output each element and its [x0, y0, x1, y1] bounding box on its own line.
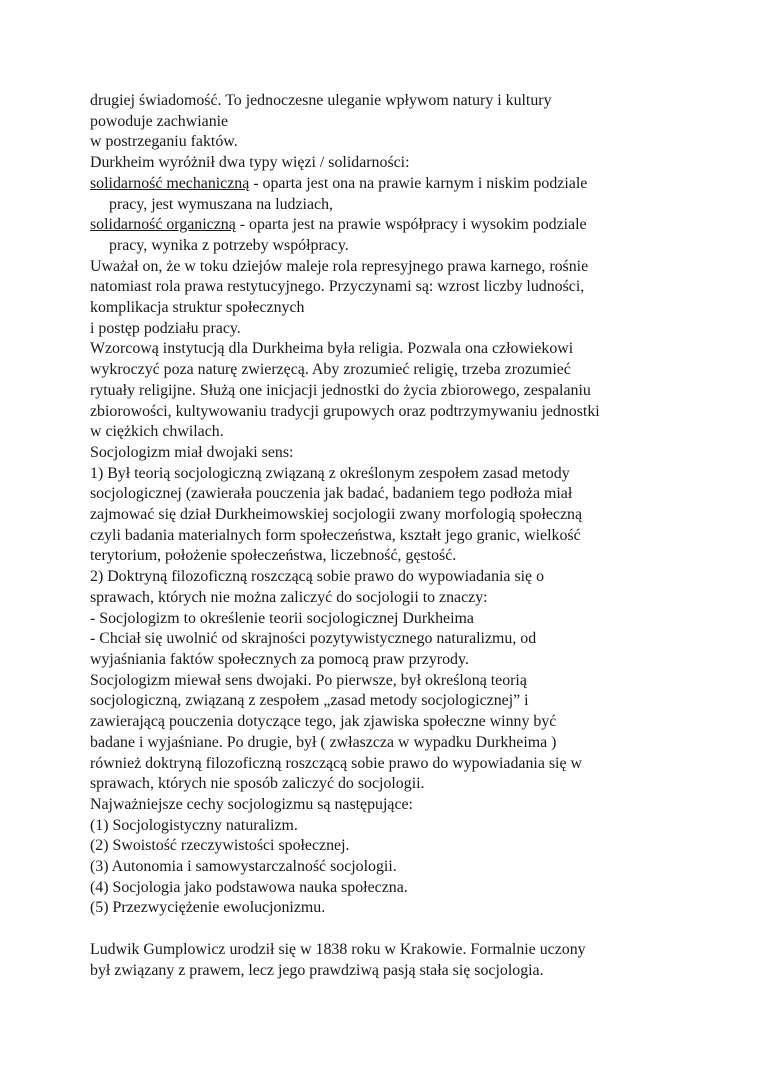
text-line: był związany z prawem, lecz jego prawdziwą pasją stała się socjologia.	[90, 961, 544, 979]
text-line: czyli badania materialnych form społeczeństwa, kształt jego granic, wielkość	[90, 526, 581, 544]
text-line: powoduje zachwianie	[90, 112, 229, 130]
paragraph-gap	[90, 919, 680, 940]
text-line: zajmować się dział Durkheimowskiej socjologii zwany morfologią społeczną	[90, 506, 583, 524]
text-line: pracy, jest wymuszana na ludziach,	[109, 195, 333, 213]
document-body	[90, 91, 680, 981]
text-line	[90, 215, 680, 236]
text-line: sprawach, których nie można zaliczyć do socjologii to znaczy:	[90, 588, 488, 606]
text-line: Uważał on, że w toku dziejów maleje rola represyjnego prawa karnego, rośnie	[90, 257, 589, 275]
term-mechanical-solidarity: solidarność mechaniczną	[90, 174, 250, 192]
text-fragment: - oparta jest na prawie współpracy i wysokim podziale	[235, 216, 587, 234]
text-line: w ciężkich chwilach.	[90, 423, 224, 441]
text-fragment: - oparta jest ona na prawie karnym i niskim podziale	[249, 174, 588, 192]
text-line: Socjologizm miał dwojaki sens:	[90, 443, 294, 461]
text-line: sprawach, których nie sposób zaliczyć do socjologii.	[90, 775, 425, 793]
text-line: Wzorcową instytucją dla Durkheima była religia. Pozwala ona człowiekowi	[90, 340, 574, 358]
text-line: zbiorowości, kultywowaniu tradycji grupowych oraz podtrzymywaniu jednostki	[90, 402, 600, 420]
text-line: w postrzeganiu faktów.	[90, 133, 238, 151]
text-line: 2) Doktryną filozoficzną roszczącą sobie prawo do wypowiadania się o	[90, 568, 545, 586]
text-line: socjologicznej (zawierała pouczenia jak badać, badaniem tego podłoża miał	[90, 485, 573, 503]
text-line: wykroczyć poza naturę zwierzęcą. Aby zrozumieć religię, trzeba zrozumieć	[90, 361, 571, 379]
text-line: socjologiczną, związaną z zespołem „zasad metody socjologicznej” i	[90, 692, 529, 710]
text-line: Najważniejsze cechy socjologizmu są następujące:	[90, 795, 413, 813]
text-line: również doktryną filozoficzną roszczącą sobie prawo do wypowiadania się w	[90, 754, 582, 772]
text-line: Ludwik Gumplowicz urodził się w 1838 roku w Krakowie. Formalnie uczony	[90, 940, 586, 958]
text-line: i postęp podziału pracy.	[90, 319, 241, 337]
text-line: natomiast rola prawa restytucyjnego. Przyczynami są: wzrost liczby ludności,	[90, 278, 585, 296]
list-item: (2) Swoistość rzeczywistości społecznej.	[90, 837, 350, 855]
text-line	[90, 174, 680, 195]
text-line: 1) Był teorią socjologiczną związaną z określonym zespołem zasad metody	[90, 464, 570, 482]
text-line: drugiej świadomość. To jednoczesne uleganie wpływom natury i kultury	[90, 92, 552, 109]
list-item: (4) Socjologia jako podstawowa nauka społeczna.	[90, 878, 408, 896]
list-item: (5) Przezwyciężenie ewolucjonizmu.	[90, 899, 326, 917]
text-line: pracy, wynika z potrzeby współpracy.	[109, 236, 349, 254]
term-organic-solidarity: solidarność organiczną	[90, 216, 236, 234]
list-item: (1) Socjologistyczny naturalizm.	[90, 816, 298, 834]
text-line: - Socjologizm to określenie teorii socjologicznej Durkheima	[90, 609, 474, 627]
text-line: Durkheim wyróżnił dwa typy więzi / solidarności:	[90, 154, 410, 172]
text-line: komplikacja struktur społecznych	[90, 299, 305, 317]
text-line: wyjaśniania faktów społecznych za pomocą praw przyrody.	[90, 650, 469, 668]
text-line: rytuały religijne. Służą one inicjacji jednostki do życia zbiorowego, zespalaniu	[90, 381, 591, 399]
list-item: (3) Autonomia i samowystarczalność socjologii.	[90, 858, 397, 876]
text-line: zawierającą pouczenia dotyczące tego, jak zjawiska społeczne winny być	[90, 713, 557, 731]
text-line: badane i wyjaśniane. Po drugie, był ( zwłaszcza w wypadku Durkheima )	[90, 733, 557, 751]
text-line: - Chciał się uwolnić od skrajności pozytywistycznego naturalizmu, od	[90, 630, 537, 648]
text-line: Socjologizm miewał sens dwojaki. Po pierwsze, był określoną teorią	[90, 671, 527, 689]
text-line: terytorium, położenie społeczeństwa, liczebność, gęstość.	[90, 547, 457, 565]
